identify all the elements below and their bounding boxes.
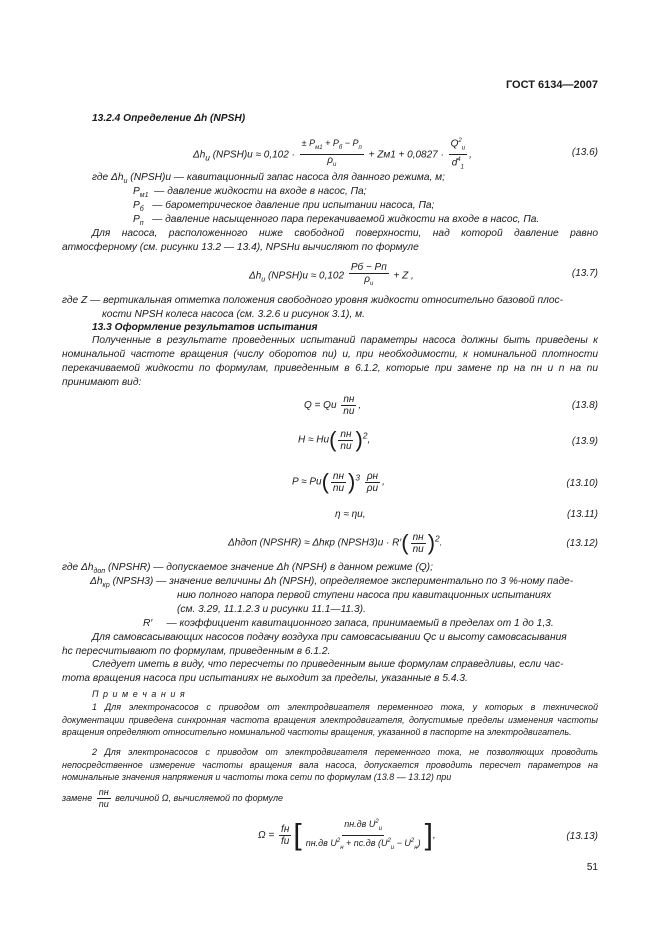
equation-number: (13.11)	[567, 509, 598, 520]
formula-13-12: Δhдоп (NPSHR) ≈ Δhкр (NPSH3)и · R′( $\frac{nн}{nи}$ )$^2$.	[228, 530, 443, 555]
notes-title: П р и м е ч а н и я	[92, 689, 186, 699]
def-line: (см. 3.29, 11.1.2.3 и рисунки 11.1—11.3).	[177, 604, 366, 615]
def-line: R′ — коэффициент кавитационного запаса, принимаемый в пределах от 1 до 1,3.	[143, 618, 554, 629]
paragraph: кости NPSH колеса насоса (см. 3.2.6 и рисунок 3.1), м.	[102, 309, 365, 320]
equation-number: (13.12)	[566, 538, 598, 549]
equation-number: (13.9)	[571, 436, 598, 447]
formula-13-13: Ω = $\frac{fн}{fи}$ [ $\frac{nн.дв U^2_и}{nн.дв U^2_н + nс.дв (U^2_и - U^2_н)}$ ],	[258, 818, 436, 852]
equation-number: (13.13)	[566, 831, 598, 842]
section-title-13-2-4: 13.2.4 Определение Δh (NPSH)	[92, 113, 246, 124]
equation-number: (13.7)	[571, 268, 598, 279]
eq-tail: + Zм1 + 0,0827 ·	[368, 149, 444, 161]
paragraph: Для насоса, расположенного ниже свободной поверхности, над которой давление равно атмосферному (см. рисунки 13.2 — 13.4), NPSHи вычисляют по формуле	[62, 228, 598, 253]
eq-lhs: Δh	[193, 149, 206, 161]
def-line: где $\Delta h_и$ (NPSH)и — кавитационный запас насоса для данного режима, м;	[92, 172, 445, 186]
note-2: 2 Для электронасосов с приводом от электродвигателя переменного тока, не позволяющих проводить непосредственное измерение частоты вращения вала насоса, допускается проводить пересчет параметров на номинальные значения напряжения и частоты тока сети по формулам (13.8 — 13.12) при	[62, 747, 598, 782]
formula-13-10: P ≈ Pи( $\frac{nн}{nи}$ )$^3$ $\frac{\rho н}{\rho и}$ ,	[292, 469, 385, 494]
formula-13-7: $\Delta h_и$ (NPSH)и ≈ 0,102 $\frac{Pб - Pп}{\rho_и}$ + Z ,	[249, 262, 414, 287]
paragraph: тота вращения насоса при испытаниях не выходит за пределы, указанные в 5.4.3.	[62, 673, 468, 684]
equation-number: (13.6)	[571, 147, 598, 158]
eq-lhs2: (NPSH)и ≈ 0,102 ·	[212, 149, 295, 161]
paragraph: Для самовсасывающих насосов подачу воздуха при самовсасывании Qс и высоту самовсасывания	[92, 632, 567, 643]
section-title-13-3: 13.3 Оформление результатов испытания	[92, 322, 318, 333]
paragraph: Полученные в результате проведенных испытаний параметры насоса должны быть приведены к номинальной частоте вращения (числу оборотов nи) и, при необходимости, к номинальной плотности перекачиваемой жидкости по формулам, приведенным в 6.1.2, которые при замене nр на nн и n на nи принимают вид:	[62, 335, 598, 388]
fraction: $\frac{\pm P_{м1} + P_б - P_п}{\rho_и}$	[301, 138, 362, 169]
standard-number: ГОСТ 6134—2007	[505, 79, 598, 91]
def-line: $P_б$ — барометрическое давление при испытании насоса, Па;	[133, 200, 435, 214]
formula-13-11: η ≈ ηи,	[335, 509, 366, 520]
formula-13-9: H ≈ Hи( $\frac{nн}{nи}$ )$^2$,	[298, 427, 371, 452]
note-2-continuation: замене $\frac{nн}{nи}$ величиной Ω, вычисляемой по формуле	[62, 787, 284, 809]
formula-13-8: Q = Qи $\frac{nн}{nи}$ ,	[304, 394, 362, 417]
paragraph: где Z — вертикальная отметка положения свободного уровня жидкости относительно базовой плос-	[62, 295, 563, 306]
def-line: нию полного напора первой ступени насоса при кавитационных испытаниях	[177, 590, 552, 601]
def-line: $\Delta h_{кр}$ (NPSH3) — значение величины Δh (NPSH), определяемое экспериментально по 3 %-ному паде-	[90, 576, 574, 590]
page-number: 51	[586, 862, 598, 873]
equation-number: (13.10)	[566, 478, 598, 489]
paragraph: hс пересчитывают по формулам, приведенным в 6.1.2.	[62, 646, 331, 657]
formula-13-6: $\Delta h_и$ (NPSH)и ≈ 0,102 · $\frac{\pm P_{м1} + P_б - P_п}{\rho_и}$ + Zм1 + 0,0827 · $\frac{Q^2_и}{d^4_1}$ ,	[193, 138, 472, 171]
note-1: 1 Для электронасосов с приводом от электродвигателя переменного тока, у которых в технической документации приведена синхронная частота вращения электродвигателя, допустимые пределы изменения частоты вращения определяют относительно номинальной частоты вращения, указанной в паспорте на электродвигатель.	[62, 702, 598, 737]
def-line: $P_п$ — давление насыщенного пара перекачиваемой жидкости на входе в насос, Па.	[133, 214, 540, 228]
def-line: где $\Delta h_{доп}$ (NPSHR) — допускаемое значение Δh (NPSH) в данном режиме (Q);	[62, 562, 433, 576]
paragraph: Следует иметь в виду, что пересчеты по приведенным выше формулам справедливы, если час-	[92, 659, 564, 670]
def-line: $P_{м1}$ — давление жидкости на входе в насос, Па;	[133, 186, 367, 200]
equation-number: (13.8)	[571, 400, 598, 411]
